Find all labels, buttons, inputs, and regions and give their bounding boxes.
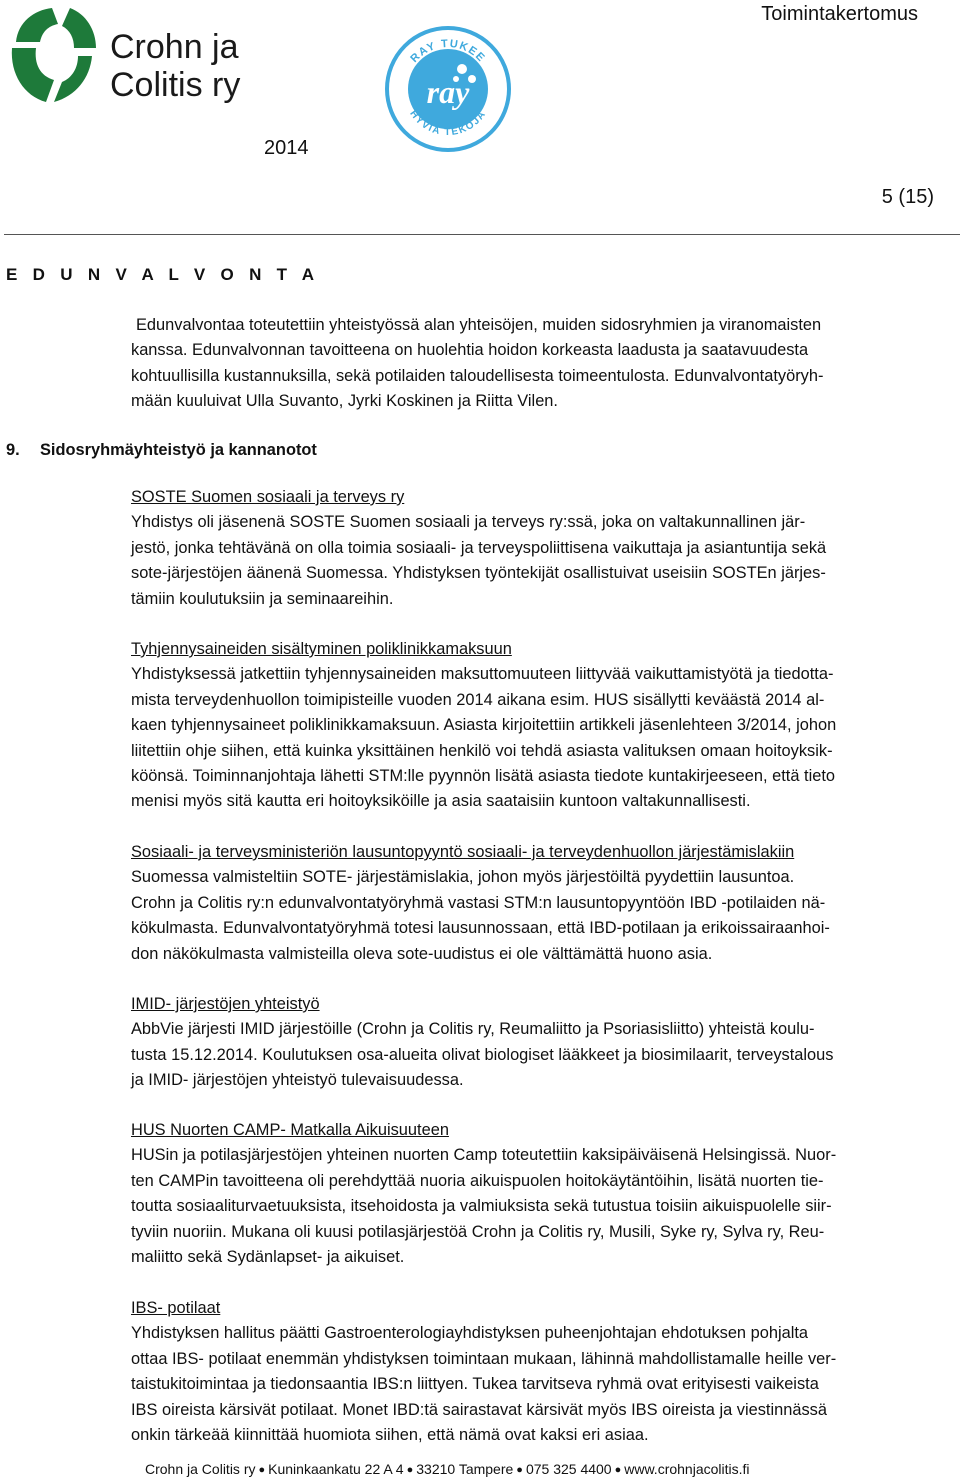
block-line: kökulmasta. Edunvalvontatyöryhmä totesi lausunnossaan, että IBD-potilaan ja erikoissairaanhoi- <box>131 919 830 938</box>
header-divider <box>4 234 960 235</box>
block-title: IMID- järjestöjen yhteistyö <box>131 995 320 1013</box>
intro-line: kohtuullisilla kustannuksilla, sekä potilaiden taloudellisesta toimeentulosta. Edunvalvontatyöryh- <box>131 366 824 385</box>
bullet-icon: ● <box>258 1464 266 1476</box>
block-title: Tyhjennysaineiden sisältyminen poliklinikkamaksuun <box>131 640 512 658</box>
page-number: 5 (15) <box>881 186 934 208</box>
footer-website[interactable]: www.crohnjacolitis.fi <box>624 1461 750 1477</box>
block-line: don näkökulmasta valmisteilla oleva sote-uudistus ei ole välttämättä huono asia. <box>131 944 713 963</box>
block-stm-lausunto <box>131 840 956 967</box>
block-line: AbbVie järjesti IMID järjestöille (Crohn ja Colitis ry, Reumaliitto ja Psoriasisliitto) yhteistä koulu- <box>131 1020 815 1039</box>
block-line: IBS oireista kärsivät potilaat. Monet IBD:tä sairastavat kärsivät myös IBS oireista ja viestinnässä <box>131 1400 827 1419</box>
block-line: Yhdistyksessä jatkettiin tyhjennysaineiden maksuttomuuteen liittyvää vaikuttamistyötä ja tiedotta- <box>131 665 834 684</box>
intro-line: Edunvalvontaa toteutettiin yhteistyössä alan yhteisöjen, muiden sidosryhmien ja viranomaisten <box>136 316 822 334</box>
block-line: tämiin koulutuksiin ja seminaareihin. <box>131 589 394 608</box>
block-tyhjennysaineet <box>131 637 956 815</box>
block-line: ottaa IBS- potilaat enemmän yhdistyksen toimintaan mukaan, lähinnä mahdollistamalle heille ver- <box>131 1349 837 1368</box>
document-year: 2014 <box>264 137 309 159</box>
block-line: toutta sosiaaliturvaetuuksista, itsehoidosta ja valmiuksista sekä tutustua toisiin aikuispuolelle siir- <box>131 1197 832 1216</box>
section-title: Sidosryhmäyhteistyö ja kannanotot <box>40 441 317 459</box>
section-9-heading <box>6 441 317 460</box>
page-footer <box>145 1461 750 1477</box>
footer-postal: 33210 Tampere <box>416 1461 514 1477</box>
block-line: tusta 15.12.2014. Koulutuksen osa-alueita olivat biologiset lääkkeet ja biosimilaarit, terveystalous <box>131 1045 834 1064</box>
footer-address: Kuninkaankatu 22 A 4 <box>268 1461 404 1477</box>
ray-badge-graphic <box>384 25 512 153</box>
footer-phone: 075 325 4400 <box>525 1461 612 1477</box>
block-line: Suomessa valmisteltiin SOTE- järjestämislakia, johon myös järjestöiltä pyydettiin lausuntoa. <box>131 868 795 887</box>
org-name-line1: Crohn ja <box>110 28 239 66</box>
crohn-colitis-logo-mark <box>6 4 98 104</box>
block-line: jestö, jonka tehtävänä on olla toimia sosiaali- ja terveyspoliittisena vaikuttaja ja asiantuntija sekä <box>131 538 827 557</box>
block-line: mista terveydenhuollon toimipisteille vuoden 2014 aikana esim. HUS sisällytti keväästä 2014 al- <box>131 690 825 709</box>
block-title: Sosiaali- ja terveysministeriön lausuntopyyntö sosiaali- ja terveydenhuollon järjestämislakiin <box>131 843 795 861</box>
block-line: Yhdistyksen hallitus päätti Gastroenterologiayhdistyksen puheenjohtajan ehdotuksen pohjalta <box>131 1324 809 1343</box>
block-ibs <box>131 1296 956 1448</box>
section-number: 9. <box>6 441 20 459</box>
block-title: HUS Nuorten CAMP- Matkalla Aikuisuuteen <box>131 1121 449 1139</box>
block-line: onkin tärkeää kiinnittää huomiota siihen, että nämä ovat kaksi eri asiaa. <box>131 1426 649 1445</box>
block-line: Crohn ja Colitis ry:n edunvalvontatyöryhmä vastasi STM:n lausuntopyyntöön IBD -potilaiden nä- <box>131 893 826 912</box>
ray-top-text: RAY TUKEE <box>408 37 488 65</box>
block-line: ten CAMPin tavoitteena oli perehdyttää nuoria aikuispuolen hoitokäytäntöihin, lisätä nuorten tie- <box>131 1171 824 1190</box>
block-hus-camp <box>131 1118 956 1270</box>
block-imid <box>131 992 956 1094</box>
intro-line: kanssa. Edunvalvonnan tavoitteena on huolehtia hoidon korkeasta laadusta ja saatavuudesta <box>131 341 809 360</box>
bullet-icon: ● <box>614 1464 622 1476</box>
block-line: kaen tyhjennysaineet poliklinikkamaksuun. Asiasta kirjoitettiin artikkeli jäsenlehteen 3/2014, johon <box>131 716 837 735</box>
block-line: ja IMID- järjestöjen yhteistyö tulevaisuudessa. <box>131 1071 464 1090</box>
org-name-line2: Colitis ry <box>110 66 241 104</box>
block-line: köönsä. Toiminnanjohtaja lähetti STM:lle pyynnön lisätä asiasta tiedote kuntakirjeeseen, että tieto <box>131 767 836 786</box>
intro-paragraph <box>131 313 946 415</box>
bullet-icon: ● <box>406 1464 414 1476</box>
block-line: tyviin nuoriin. Mukana oli kuusi potilasjärjestöä Crohn ja Colitis ry, Musili, Syke ry, Sylva ry, Reu- <box>131 1222 825 1241</box>
block-line: HUSin ja potilasjärjestöjen yhteinen nuorten Camp toteutettiin kaksipäiväisenä Helsingissä. Nuor- <box>131 1146 837 1165</box>
org-logo <box>6 4 256 104</box>
block-title: SOSTE Suomen sosiaali ja terveys ry <box>131 488 405 506</box>
block-line: liitettiin ohje siihen, että kuinka yksittäinen henkilö voi tehdä asiasta valituksen omaan hoitoyksik- <box>131 741 833 760</box>
document-title: Toimintakertomus <box>761 3 918 25</box>
block-title: IBS- potilaat <box>131 1299 221 1317</box>
intro-line: mään kuuluivat Ulla Suvanto, Jyrki Koskinen ja Riitta Vilen. <box>131 392 558 411</box>
section-heading: E D U N V A L V O N T A <box>6 265 320 284</box>
block-line: Yhdistys oli jäsenenä SOSTE Suomen sosiaali ja terveys ry:ssä, joka on valtakunnallinen jär- <box>131 513 806 532</box>
bullet-icon: ● <box>516 1464 523 1476</box>
block-line: maliitto sekä Sydänlapset- ja aikuiset. <box>131 1248 405 1267</box>
footer-org: Crohn ja Colitis ry <box>145 1461 256 1477</box>
block-line: taistukitoimintaa ja tiedonsaantia IBS:n liittyen. Tukea tarvitseva ryhmä ovat erityisesti vaikeista <box>131 1375 819 1394</box>
block-line: menisi myös sitä kautta eri hoitoyksiköille ja asia saataisiin kuntoon valtakunnallisesti. <box>131 792 751 811</box>
ray-badge <box>384 25 512 153</box>
block-soste <box>131 485 956 612</box>
block-line: sote-järjestöjen äänenä Suomessa. Yhdistyksen työntekijät osallistuivat useisiin SOSTEn järjes- <box>131 564 826 583</box>
ray-center-text: ray <box>426 74 470 110</box>
ray-bottom-text: HYVIÄ TEKOJA <box>407 108 489 139</box>
